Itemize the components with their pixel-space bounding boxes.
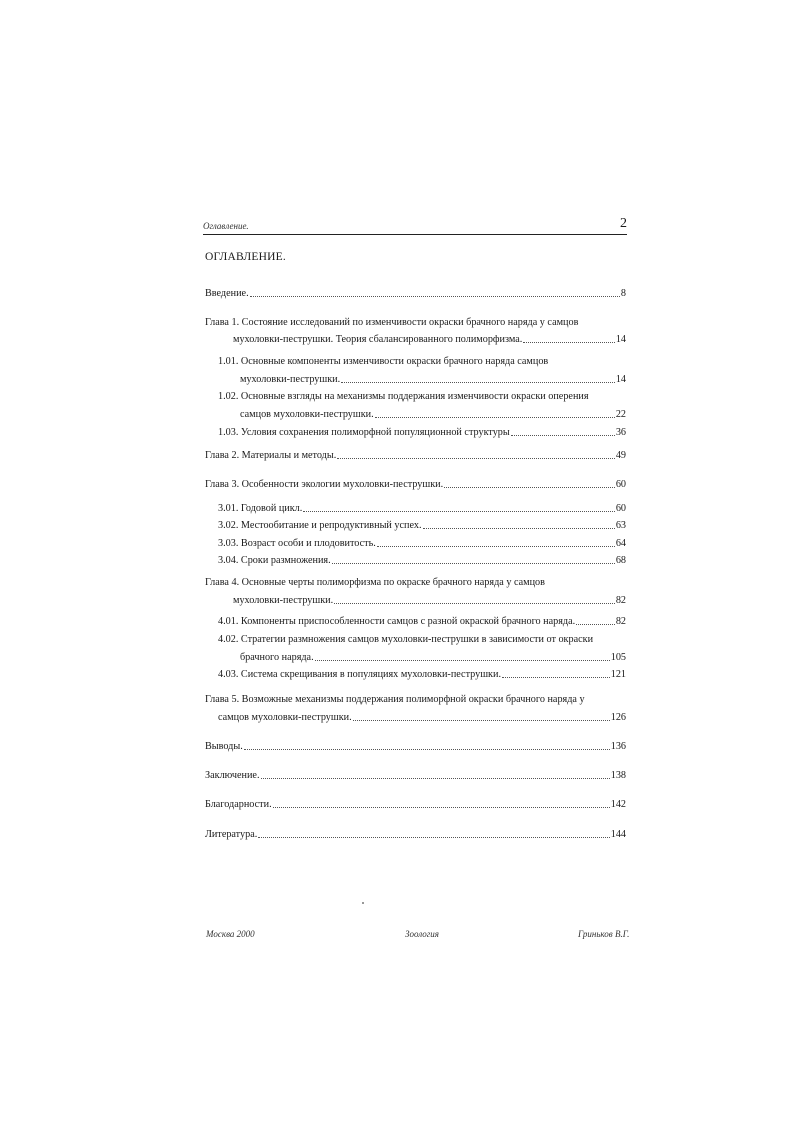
footer-author: Гриньков В.Г. [578, 929, 630, 939]
toc-title: ОГЛАВЛЕНИЕ. [205, 251, 286, 263]
toc-entry: 1.03. Условия сохранения полиморфной популяционной структуры 36 [218, 427, 626, 438]
footer-subject: Зоология [405, 929, 439, 939]
toc-entry: Литература. 144 [205, 829, 626, 840]
toc-entry: 3.02. Местообитание и репродуктивный успех. 63 [218, 520, 626, 531]
toc-entry: самцов мухоловки-пеструшки. 126 [218, 712, 626, 723]
toc-entry: 3.01. Годовой цикл. 60 [218, 503, 626, 514]
toc-entry: 1.02. Основные взгляды на механизмы поддержания изменчивости окраски оперения [218, 391, 589, 402]
toc-entry: мухоловки-пеструшки. 14 [240, 374, 626, 385]
toc-entry: Заключение. 138 [205, 770, 626, 781]
toc-entry: 4.02. Стратегии размножения самцов мухоловки-пеструшки в зависимости от окраски [218, 634, 594, 645]
toc-entry: мухоловки-пеструшки. 82 [233, 595, 626, 606]
toc-entry: Глава 2. Материалы и методы. 49 [205, 450, 626, 461]
toc-entry: Глава 3. Особенности экологии мухоловки-пеструшки. 60 [205, 479, 626, 490]
toc-entry: Введение. 8 [205, 288, 626, 299]
toc-entry: Глава 4. Основные черты полиморфизма по окраске брачного наряда у самцов [205, 577, 545, 588]
header-section-title: Оглавление. [203, 221, 249, 231]
toc-entry: Глава 1. Состояние исследований по изменчивости окраски брачного наряда у самцов [205, 317, 579, 328]
toc-entry: 4.03. Система скрещивания в популяциях мухоловки-пеструшки. 121 [218, 669, 626, 680]
toc-entry: самцов мухоловки-пеструшки. 22 [240, 409, 626, 420]
toc-entry: 1.01. Основные компоненты изменчивости окраски брачного наряда самцов [218, 356, 549, 367]
scan-speck [362, 902, 364, 904]
toc-entry: Глава 5. Возможные механизмы поддержания полиморфной окраски брачного наряда у [205, 694, 585, 705]
toc-entry: брачного наряда. 105 [240, 652, 626, 663]
toc-entry: мухоловки-пеструшки. Теория сбалансированного полиморфизма. 14 [233, 334, 626, 345]
toc-entry: 3.04. Сроки размножения. 68 [218, 555, 626, 566]
toc-entry: 4.01. Компоненты приспособленности самцов с разной окраской брачного наряда. 82 [218, 616, 626, 627]
toc-entry: Выводы. 136 [205, 741, 626, 752]
footer-city-year: Москва 2000 [206, 929, 255, 939]
toc-entry: 3.03. Возраст особи и плодовитость. 64 [218, 538, 626, 549]
header-page-number: 2 [620, 216, 627, 231]
toc-entry: Благодарности. 142 [205, 799, 626, 810]
